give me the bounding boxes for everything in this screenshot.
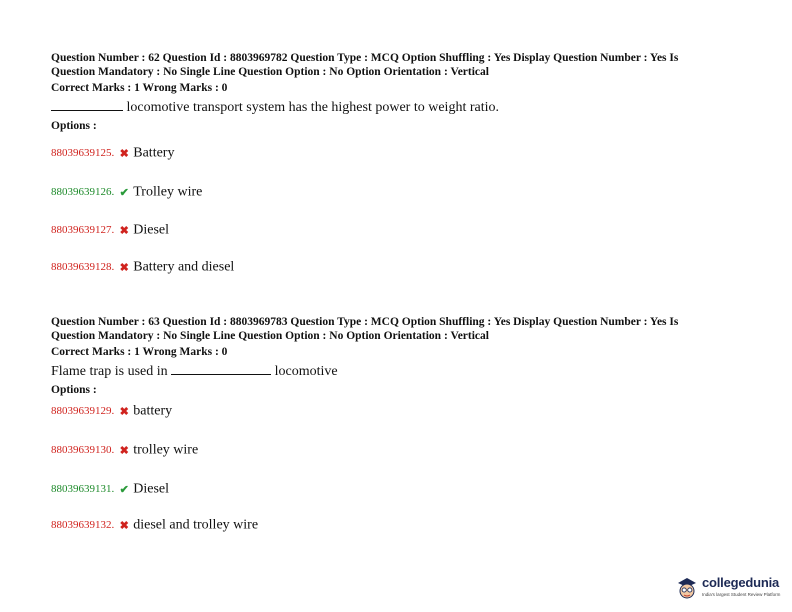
option-id: 88039639126. <box>51 186 115 199</box>
option-id: 88039639125. <box>51 147 115 160</box>
option-id: 88039639127. <box>51 224 115 237</box>
option-item <box>51 402 172 422</box>
option-label: Battery <box>133 145 175 161</box>
question-block-63 <box>51 316 731 397</box>
cross-icon: ✖ <box>119 261 129 274</box>
cross-icon: ✖ <box>119 224 129 237</box>
question-block-62 <box>51 52 731 133</box>
option-label: Diesel <box>133 222 170 238</box>
option-id: 88039639132. <box>51 519 115 532</box>
question-text-after: locomotive transport system has the highest power to weight ratio. <box>123 100 499 115</box>
cross-icon: ✖ <box>119 147 129 160</box>
option-label: diesel and trolley wire <box>133 517 259 533</box>
answer-blank <box>171 362 271 375</box>
question-meta-line1: Question Number : 63 Question Id : 8803969783 Question Type : MCQ Option Shuffling : Yes Display Question Number : Yes Is <box>51 316 679 328</box>
question-meta-line1: Question Number : 62 Question Id : 8803969782 Question Type : MCQ Option Shuffling : Yes Display Question Number : Yes Is <box>51 52 679 64</box>
option-id: 88039639128. <box>51 261 115 274</box>
option-item <box>51 183 202 203</box>
question-meta-line2: Question Mandatory : No Single Line Question Option : No Option Orientation : Vertical <box>51 329 489 342</box>
option-item <box>51 516 258 536</box>
answer-blank <box>51 98 123 111</box>
option-item <box>51 441 198 461</box>
option-label: Diesel <box>133 481 170 497</box>
cross-icon: ✖ <box>119 405 129 418</box>
check-icon: ✔ <box>119 483 129 496</box>
question-meta-line2: Question Mandatory : No Single Line Question Option : No Option Orientation : Vertical <box>51 65 489 78</box>
brand-tagline: India's largest Student Review Platform <box>702 592 781 597</box>
brand-name: collegedunia <box>702 575 780 590</box>
option-label: Battery and diesel <box>133 259 235 275</box>
option-id: 88039639130. <box>51 444 115 457</box>
option-item <box>51 144 174 164</box>
check-icon: ✔ <box>119 186 129 199</box>
question-text <box>51 362 731 380</box>
option-label: battery <box>133 403 173 419</box>
marks-line: Correct Marks : 1 Wrong Marks : 0 <box>51 82 228 94</box>
option-id: 88039639129. <box>51 405 115 418</box>
collegedunia-logo <box>676 572 784 604</box>
cross-icon: ✖ <box>119 519 129 532</box>
question-text-before: Flame trap is used in <box>51 364 172 379</box>
option-label: Trolley wire <box>133 184 203 200</box>
option-item <box>51 221 169 241</box>
marks-line: Correct Marks : 1 Wrong Marks : 0 <box>51 346 228 358</box>
options-label: Options : <box>51 120 97 132</box>
option-label: trolley wire <box>133 442 199 458</box>
option-item <box>51 480 169 500</box>
question-text-after: locomotive <box>271 364 338 379</box>
options-label: Options : <box>51 384 97 396</box>
option-item <box>51 258 234 278</box>
mascot-icon <box>676 576 698 600</box>
question-text <box>51 98 731 116</box>
cross-icon: ✖ <box>119 444 129 457</box>
option-id: 88039639131. <box>51 483 115 496</box>
